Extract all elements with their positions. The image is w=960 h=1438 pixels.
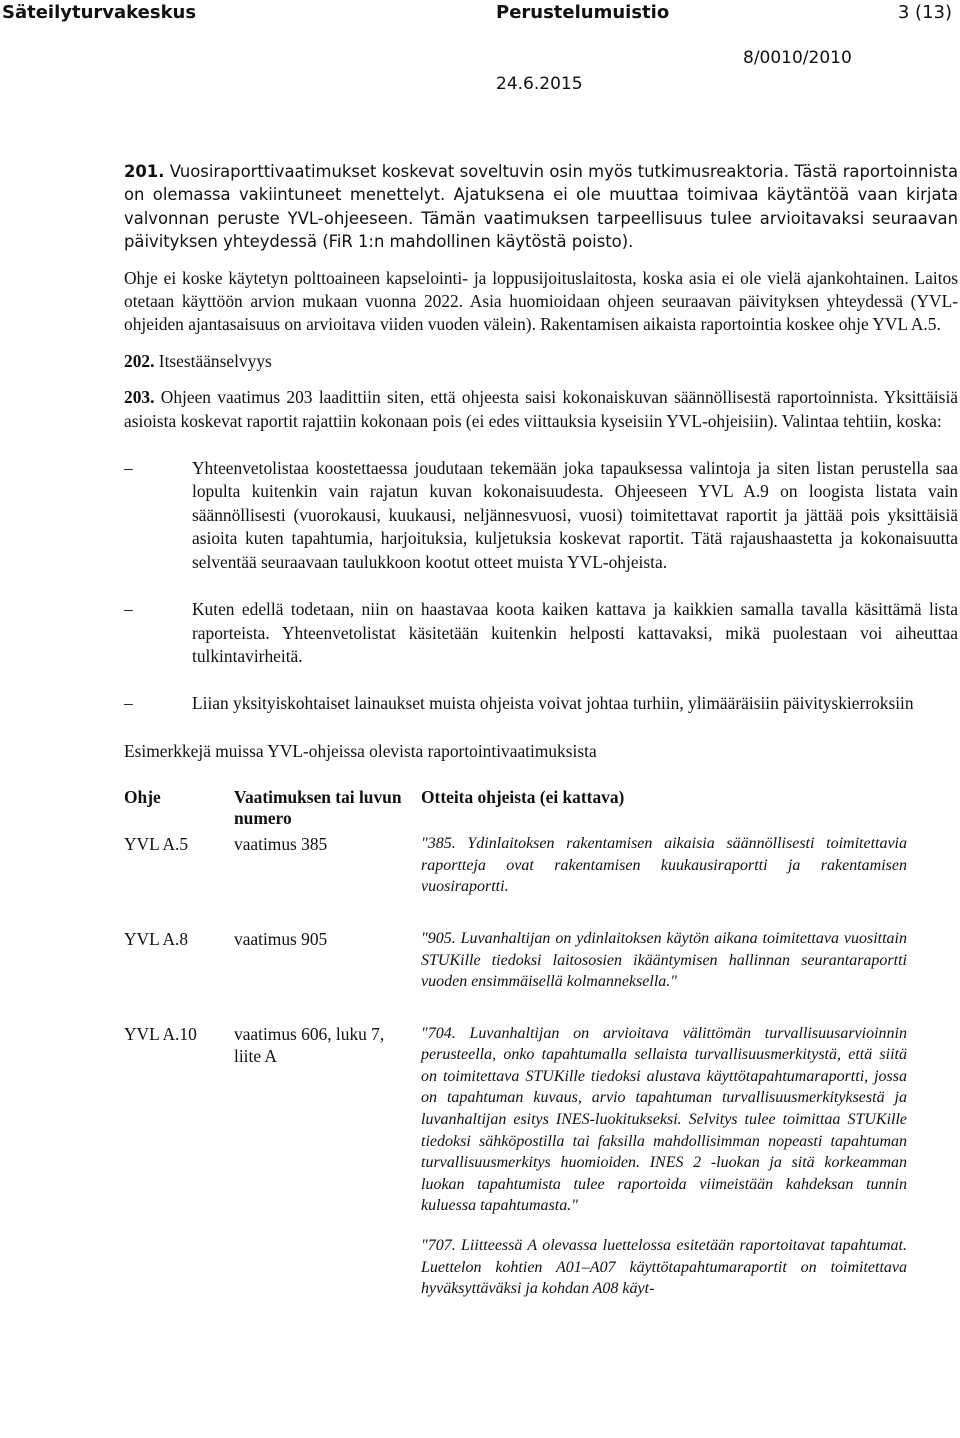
section-number: 201. xyxy=(124,162,165,181)
table-header-row xyxy=(124,787,907,833)
header-doc-number: 8/0010/2010 xyxy=(743,48,852,68)
list-item-text: Liian yksityiskohtaiset lainaukset muista ohjeista voivat johtaa turhiin, ylimääräisiin päivityskierroksiin xyxy=(192,693,914,714)
examples-table xyxy=(124,787,907,1330)
section-number: 203. xyxy=(124,387,155,408)
header-doc-type: Perustelumuistio xyxy=(496,2,670,23)
section-text: Ohjeen vaatimus 203 laadittiin siten, että ohjeesta saisi kokonaiskuvan säännöllisestä raportoinnista. Yksittäisiä asioista koskevat raportit rajattiin kokonaan pois (ei edes viittauksia kyseisiin YVL-ohjeisiin). Valintaa tehtiin, koska: xyxy=(124,387,958,431)
cell-ohje: YVL A.5 xyxy=(124,834,189,855)
cell-requirement: vaatimus 606, luku 7, liite A xyxy=(234,1023,385,1066)
section-number: 202. xyxy=(124,350,155,371)
cell-ohje: YVL A.10 xyxy=(124,1023,197,1044)
column-header-requirement: Vaatimuksen tai luvun numero xyxy=(234,787,402,829)
list-item xyxy=(124,692,958,715)
section-201 xyxy=(124,160,958,254)
header-date: 24.6.2015 xyxy=(496,74,583,94)
paragraph-ohje: Ohje ei koske käytetyn polttoaineen kapselointi- ja loppusijoituslaitosta, koska asia ei ole vielä ajankohtainen. Laitos otetaan käyttöön arvion mukaan vuonna 2022. Asia huomioidaan ohjeen seuraavan päivityksen yhteydessä (YVL-ohjeiden ajantasaisuus on arvioitava viiden vuoden välein). Rakentamisen aikaista raportointia koskee ohje YVL A.5. xyxy=(124,267,958,335)
header-org: Säteilyturvakeskus xyxy=(2,2,197,23)
column-header-quotes: Otteita ohjeista (ei kattava) xyxy=(421,787,625,808)
cell-ohje: YVL A.8 xyxy=(124,928,189,949)
section-202 xyxy=(124,350,958,373)
list-item xyxy=(124,457,958,574)
cell-requirement: vaatimus 385 xyxy=(234,834,328,855)
list-item-text: Yhteenvetolistaa koostettaessa joudutaan tekemään joka tapauksessa valintoja ja siten listan perustella saa lopulta kuitenkin vain rajatun kuvan kokonaisuudesta. Ohjeeseen YVL A.9 on loogista listata vain säännöllisesti (vuorokausi, kuukausi, neljännesvuosi, vuosi) toimitettavat raportit ja jättää pois yksittäisiä asioita kuten tapahtumia, harjoituksia, kuljetuksia koskevat raportit. Tätä rajaushaastetta ja kokonaisuutta selventää seuraavaan taulukkoon kootut otteet muista YVL-ohjeista. xyxy=(192,458,958,572)
cell-quotes xyxy=(421,833,907,928)
section-text: Vuosiraporttivaatimukset koskevat soveltuvin osin myös tutkimusreaktoria. Tästä raportoinnista on olemassa vakiintuneet menettelyt. Ajatuksena ei ole muuttaa toimivaa käytäntöä vaan kirjata valvonnan peruste YVL-ohjeeseen. Tämän vaatimuksen tarpeellisuus tulee arvioitavaksi seuraavan päivityksen yhteydessä (FiR 1:n mahdollinen käytöstä poisto). xyxy=(124,162,958,252)
section-text: Itsestäänselvyys xyxy=(154,350,272,371)
cell-quotes xyxy=(421,1023,907,1330)
examples-heading: Esimerkkejä muissa YVL-ohjeissa olevista raportointivaatimuksista xyxy=(124,740,597,761)
table-row xyxy=(124,833,907,928)
dash-bullet: – xyxy=(124,693,133,714)
column-header-ohje: Ohje xyxy=(124,787,161,808)
dash-bullet: – xyxy=(124,458,133,479)
quote: "385. Ydinlaitoksen rakentamisen aikaisia säännöllisesti toimitettavia raportteja ovat rakentamisen kuukausiraportti ja rakentamisen vuosiraportti. xyxy=(421,835,907,896)
quote: "905. Luvanhaltijan on ydinlaitoksen käytön aikana toimitettava vuosittain STUKille tiedoksi laitososien ikääntymisen hallinnan seurantaraportti vuoden ensimmäisellä kolmanneksella." xyxy=(421,929,907,991)
header-page: 3 (13) xyxy=(897,2,952,23)
table-row xyxy=(124,1023,907,1330)
dash-bullet: – xyxy=(124,599,133,620)
document-body xyxy=(124,160,958,1330)
quote: "704. Luvanhaltijan on arvioitava välittömän turvallisuusarvioinnin perusteella, onko tapahtumalla sellaista turvallisuusmerkitystä, että siitä on toimitettava STUKille tiedoksi alustava käyttötapahtumaraportti, jossa on tapahtuman kuvaus, arvio tapahtuman turvallisuusmerkityksestä ja luvanhaltijan esitys INES-luokitukseksi. Selvitys tulee toimittaa STUKille tiedoksi sähköpostilla tai faksilla mahdollisimman nopeasti tapahtuman turvallisuusmerkitys huomioiden. INES 2 -luokan ja sitä korkeamman luokan tapahtumista tulee raportoida viimeistään kahdeksan tunnin kuluessa tapahtumasta." xyxy=(421,1024,907,1215)
table-row xyxy=(124,928,907,1023)
quote: "707. Liitteessä A olevassa luettelossa esitetään raportoitavat tapahtumat. Luettelon kohtien A01–A07 käyttötapahtumaraportit on toimitettava hyväksyttäväksi ja kohdan A08 käyt- xyxy=(421,1237,907,1298)
cell-quotes xyxy=(421,928,907,1023)
bullet-list xyxy=(124,457,958,716)
cell-requirement: vaatimus 905 xyxy=(234,928,328,949)
section-203 xyxy=(124,386,958,433)
list-item xyxy=(124,598,958,668)
list-item-text: Kuten edellä todetaan, niin on haastavaa koota kaiken kattava ja kaikkien samalla tavalla käsittämä lista raporteista. Yhteenvetolistat käsitetään kuitenkin helposti kattavaksi, mikä puolestaan voi aiheuttaa tulkintavirheitä. xyxy=(192,599,958,666)
